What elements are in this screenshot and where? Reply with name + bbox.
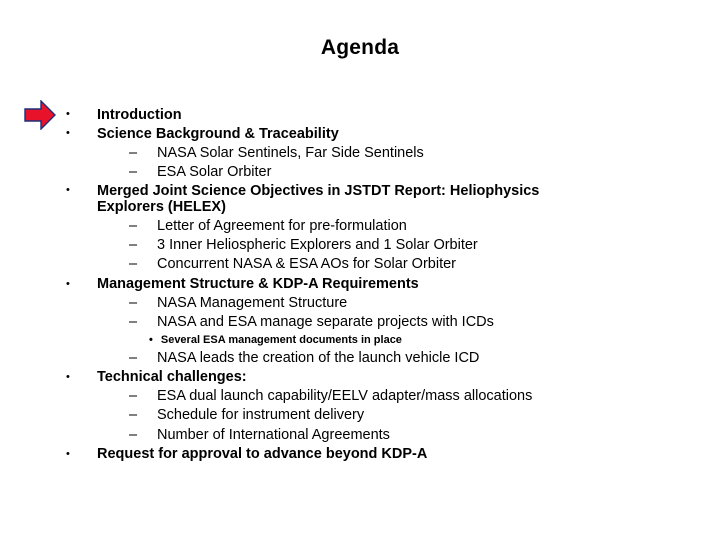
dash-marker: – xyxy=(129,427,138,443)
agenda-subitem: 3 Inner Heliospheric Explorers and 1 Solar Orbiter xyxy=(157,237,478,253)
agenda-item: Request for approval to advance beyond KDP-A xyxy=(97,446,428,462)
slide-title: Agenda xyxy=(320,36,400,59)
agenda-subitem: Number of International Agreements xyxy=(157,427,390,443)
agenda-subitem: NASA Management Structure xyxy=(157,295,348,311)
dash-marker: – xyxy=(129,218,138,234)
bullet-icon: • xyxy=(66,108,70,120)
agenda-subsubitem-text: Several ESA management documents in place xyxy=(160,334,402,346)
agenda-subitem: Schedule for instrument delivery xyxy=(157,407,365,423)
agenda-item: Introduction xyxy=(97,107,182,123)
arrow-right-icon xyxy=(24,100,56,130)
dash-marker: – xyxy=(129,388,138,404)
dash-marker: – xyxy=(129,314,138,330)
dash-marker: – xyxy=(129,237,138,253)
bullet-icon: • xyxy=(66,184,70,196)
agenda-item: Science Background & Traceability xyxy=(97,126,339,142)
agenda-subitem: NASA and ESA manage separate projects with ICDs xyxy=(157,314,494,330)
agenda-item-continuation: Explorers (HELEX) xyxy=(97,199,226,215)
bullet-icon: • xyxy=(149,334,153,346)
bullet-icon: • xyxy=(66,371,70,383)
dash-marker: – xyxy=(129,145,138,161)
agenda-subitem: Letter of Agreement for pre-formulation xyxy=(157,218,407,234)
agenda-item: Merged Joint Science Objectives in JSTDT Report: Heliophysics xyxy=(97,183,540,199)
dash-marker: – xyxy=(129,295,138,311)
dash-marker: – xyxy=(129,164,138,180)
dash-marker: – xyxy=(129,350,138,366)
dash-marker: – xyxy=(129,407,138,423)
agenda-subsubitem xyxy=(149,333,402,347)
agenda-subitem: Concurrent NASA & ESA AOs for Solar Orbiter xyxy=(157,256,456,272)
agenda-subitem: ESA dual launch capability/EELV adapter/mass allocations xyxy=(157,388,533,404)
bullet-icon: • xyxy=(66,127,70,139)
agenda-subitem: NASA Solar Sentinels, Far Side Sentinels xyxy=(157,145,424,161)
bullet-icon: • xyxy=(66,278,70,290)
bullet-icon: • xyxy=(66,448,70,460)
agenda-subitem: NASA leads the creation of the launch vehicle ICD xyxy=(157,350,480,366)
agenda-item: Management Structure & KDP-A Requirements xyxy=(97,276,419,292)
agenda-item: Technical challenges: xyxy=(97,369,247,385)
agenda-subitem: ESA Solar Orbiter xyxy=(157,164,272,180)
dash-marker: – xyxy=(129,256,138,272)
